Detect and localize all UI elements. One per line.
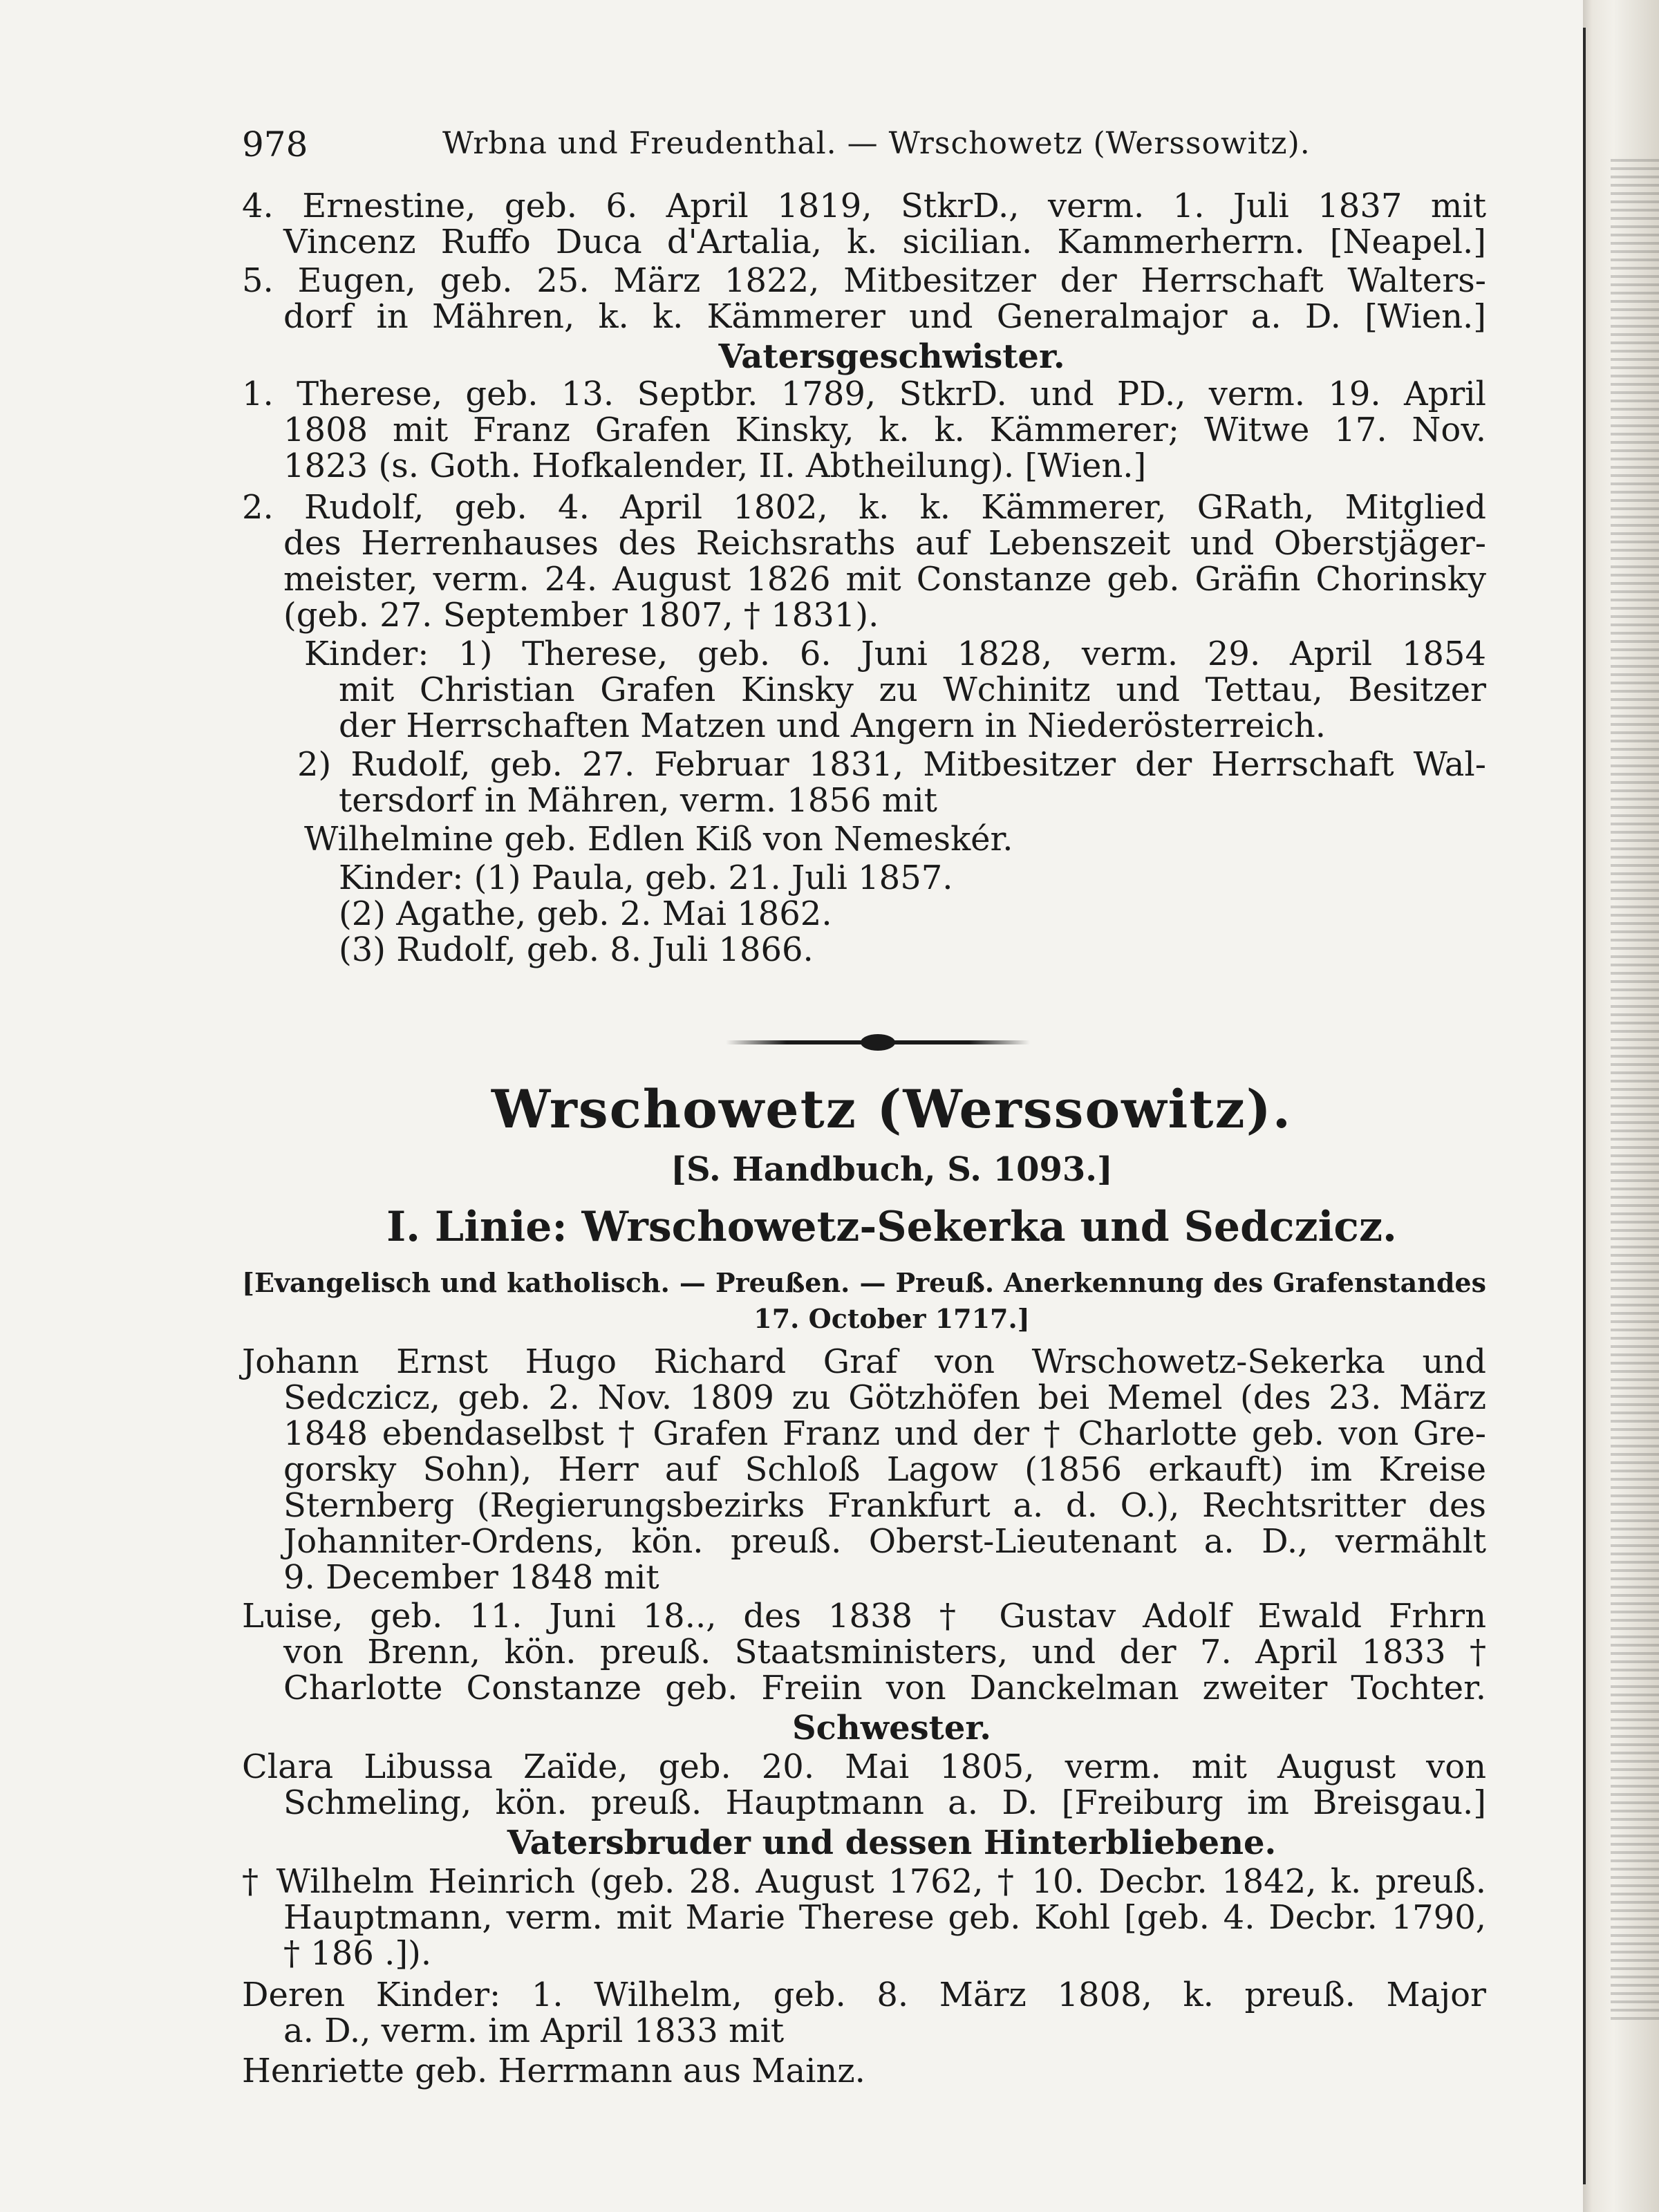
text-line: Johann Ernst Hugo Richard Graf von Wrschowetz-Sekerka und [242, 1342, 1486, 1381]
document-page [242, 111, 1541, 2157]
text-line: 1848 ebendaselbst † Grafen Franz und der † Charlotte geb. von Gre- [283, 1414, 1486, 1453]
text-line: Johanniter-Ordens, kön. preuß. Oberst-Lieutenant a. D., vermählt [283, 1522, 1486, 1561]
section-heading: Vatersbruder und dessen Hinterbliebene. [507, 1824, 1277, 1862]
text-line: des Herrenhauses des Reichsraths auf Lebenszeit und Oberstjäger- [283, 524, 1486, 563]
text-line: (2) Agathe, geb. 2. Mai 1862. [339, 894, 832, 933]
text-line: 1823 (s. Goth. Hofkalender, II. Abtheilung). [Wien.] [283, 447, 1147, 485]
text-line: Hauptmann, verm. mit Marie Therese geb. Kohl [geb. 4. Decbr. 1790, [283, 1898, 1486, 1937]
text-line: (3) Rudolf, geb. 8. Juli 1866. [339, 930, 814, 969]
gutter-line [1583, 28, 1586, 2184]
page-number: 978 [242, 124, 308, 165]
text-line: Henriette geb. Herrmann aus Mainz. [242, 2052, 865, 2090]
line-heading: I. Linie: Wrschowetz-Sekerka und Sedczicz. [386, 1203, 1397, 1251]
text-line: 1808 mit Franz Grafen Kinsky, k. k. Kämmerer; Witwe 17. Nov. [283, 411, 1486, 449]
rule-ornament [861, 1034, 895, 1051]
text-line: Clara Libussa Zaïde, geb. 20. Mai 1805, verm. mit August von [242, 1747, 1486, 1786]
text-line: Luise, geb. 11. Juni 18.., des 1838 † Gustav Adolf Ewald Frhrn [242, 1597, 1486, 1635]
text-line: Kinder: 1) Therese, geb. 6. Juni 1828, verm. 29. April 1854 [304, 635, 1486, 673]
text-line: 1. Therese, geb. 13. Septbr. 1789, StkrD. und PD., verm. 19. April [242, 375, 1486, 413]
text-line: 4. Ernestine, geb. 6. April 1819, StkrD., verm. 1. Juli 1837 mit [242, 187, 1486, 225]
text-line: 9. December 1848 mit [283, 1558, 659, 1597]
confession-note: [Evangelisch und katholisch. — Preußen. — Preuß. Anerkennung des Grafenstandes [242, 1267, 1486, 1298]
text-line: Schmeling, kön. preuß. Hauptmann a. D. [Freiburg im Breisgau.] [283, 1783, 1486, 1822]
text-line: 5. Eugen, geb. 25. März 1822, Mitbesitzer der Herrschaft Walters- [242, 261, 1486, 300]
text-line: Sedczicz, geb. 2. Nov. 1809 zu Götzhöfen bei Memel (des 23. März [283, 1378, 1486, 1417]
text-line: Vincenz Ruffo Duca d'Artalia, k. sicilian. Kammerherrn. [Neapel.] [283, 223, 1486, 261]
text-line: gorsky Sohn), Herr auf Schloß Lagow (1856 erkauft) im Kreise [283, 1450, 1486, 1489]
text-line: Kinder: (1) Paula, geb. 21. Juli 1857. [339, 859, 953, 897]
text-line: dorf in Mähren, k. k. Kämmerer und Generalmajor a. D. [Wien.] [283, 297, 1486, 336]
text-line: von Brenn, kön. preuß. Staatsministers, und der 7. April 1833 † [283, 1633, 1486, 1671]
text-line: tersdorf in Mähren, verm. 1856 mit [339, 781, 937, 820]
text-line: meister, verm. 24. August 1826 mit Constanze geb. Gräfin Chorinsky [283, 560, 1486, 599]
text-line: der Herrschaften Matzen und Angern in Niederösterreich. [339, 706, 1327, 745]
text-line: mit Christian Grafen Kinsky zu Wchinitz und Tettau, Besitzer [339, 671, 1486, 709]
reference-note: [S. Handbuch, S. 1093.] [671, 1150, 1113, 1189]
text-line: 2) Rudolf, geb. 27. Februar 1831, Mitbesitzer der Herrschaft Wal- [297, 745, 1486, 784]
text-line: (geb. 27. September 1807, † 1831). [283, 596, 879, 635]
text-line: Charlotte Constanze geb. Freiin von Danckelman zweiter Tochter. [283, 1669, 1486, 1707]
text-line: Sternberg (Regierungsbezirks Frankfurt a. d. O.), Rechtsritter des [283, 1486, 1486, 1525]
text-line: † Wilhelm Heinrich (geb. 28. August 1762, † 10. Decbr. 1842, k. preuß. [242, 1862, 1486, 1901]
text-line: † 186 .]). [283, 1934, 432, 1973]
section-heading: Schwester. [792, 1709, 991, 1747]
confession-note: 17. October 1717.] [753, 1303, 1030, 1334]
page-header [242, 124, 1541, 173]
section-heading: Vatersgeschwister. [718, 337, 1065, 376]
family-title: Wrschowetz (Werssowitz). [491, 1078, 1293, 1140]
facing-page-bleed [1611, 159, 1659, 2025]
text-line: a. D., verm. im April 1833 mit [283, 2012, 785, 2050]
text-line: Wilhelmine geb. Edlen Kiß von Nemeskér. [304, 820, 1013, 859]
running-title: Wrbna und Freudenthal. — Wrschowetz (Werssowitz). [442, 126, 1311, 161]
text-line: 2. Rudolf, geb. 4. April 1802, k. k. Kämmerer, GRath, Mitglied [242, 488, 1486, 527]
text-line: Deren Kinder: 1. Wilhelm, geb. 8. März 1808, k. preuß. Major [242, 1976, 1486, 2014]
